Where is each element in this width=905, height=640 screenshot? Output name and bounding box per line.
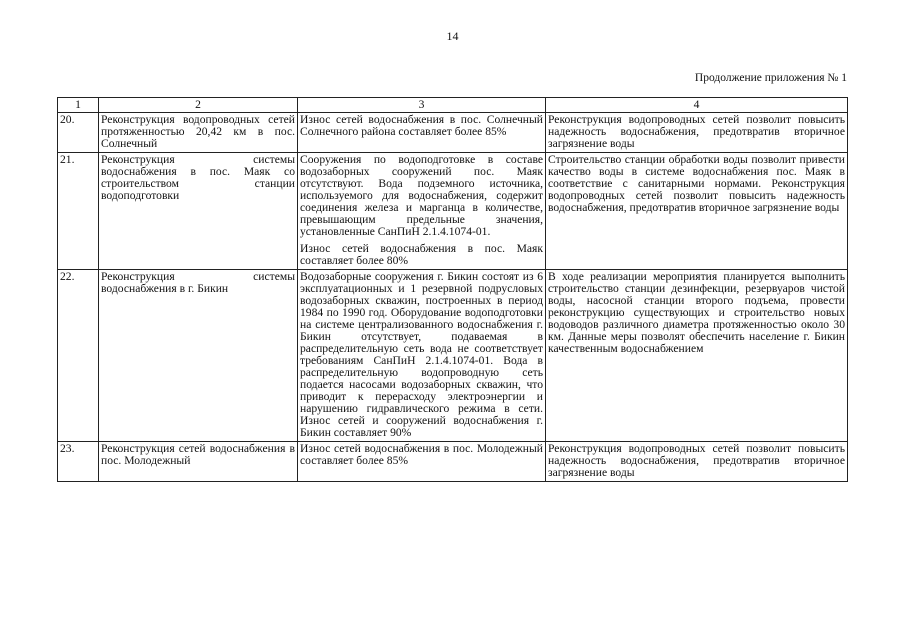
- annex-continuation-note: Продолжение приложения № 1: [694, 72, 847, 84]
- condition-paragraph: Износ сетей водоснабжения в пос. Солнечный Солнечного района составляет более 85%: [300, 113, 543, 138]
- condition-cell: [298, 270, 546, 442]
- measure-cell: Реконструкция системы водоснабжения в г. Бикин: [99, 270, 298, 442]
- condition-cell: [298, 153, 546, 270]
- condition-cell: [298, 442, 546, 482]
- measure-cell: Реконструкция водопроводных сетей протяженностью 20,42 км в пос. Солнечный: [99, 113, 298, 153]
- column-header-1: 1: [58, 98, 99, 113]
- measure-cell: Реконструкция системы водоснабжения в пос. Маяк со строительством станции водоподготовки: [99, 153, 298, 270]
- effect-cell: Реконструкция водопроводных сетей позволит повысить надежность водоснабжения, предотвратив вторичное загрязнение воды: [546, 113, 848, 153]
- condition-paragraph: Износ сетей водоснабжения в пос. Молодежный составляет более 85%: [300, 442, 543, 467]
- row-number: 22.: [58, 270, 99, 442]
- condition-cell: [298, 113, 546, 153]
- row-number: 21.: [58, 153, 99, 270]
- table-row: [58, 442, 848, 482]
- table-row: [58, 113, 848, 153]
- condition-paragraph: Водозаборные сооружения г. Бикин состоят из 6 эксплуатационных и 1 резервной подрусловых водозаборных скважин, построенных в период 1984 по 1990 год. Оборудование водоподготовки на системе централизованного водоснабжения г. Бикин отсутствует, подаваемая в распределительную сеть вода не соответствует требованиям СанПиН 2.1.4.1074-01. Вода в распределительную водопроводную сеть подается насосами водозаборных скважин, что приводит к перерасходу электроэнергии и нарушению гидравлического режима в сети. Износ сетей и сооружений водоснабжения г. Бикин составляет 90%: [300, 270, 543, 439]
- condition-paragraph: Сооружения по водоподготовке в составе водозаборных сооружений пос. Маяк отсутствуют. Вода подземного источника, используемого для водоснабжения, содержит соединения железа и марганца в количестве, превышающим предельные значения, установленные СанПиН 2.1.4.1074-01.: [300, 153, 543, 238]
- column-header-4: 4: [546, 98, 848, 113]
- column-header-2: 2: [99, 98, 298, 113]
- measure-cell: Реконструкция сетей водоснабжения в пос. Молодежный: [99, 442, 298, 482]
- condition-paragraph: Износ сетей водоснабжения в пос. Маяк составляет более 80%: [300, 242, 543, 267]
- page-number: 14: [446, 29, 459, 43]
- table-row: [58, 153, 848, 270]
- table-header-row: [58, 98, 848, 113]
- effect-cell: В ходе реализации мероприятия планируется выполнить строительство станции дезинфекции, резервуаров чистой воды, насосной станции второго подъема, провести реконструкцию существующих и строительство новых водоводов различного диаметра протяженностью около 30 км. Данные меры позволят обеспечить население г. Бикин качественным водоснабжением: [546, 270, 848, 442]
- row-number: 20.: [58, 113, 99, 153]
- effect-cell: Реконструкция водопроводных сетей позволит повысить надежность водоснабжения, предотвратив вторичное загрязнение воды: [546, 442, 848, 482]
- row-number: 23.: [58, 442, 99, 482]
- effect-cell: Строительство станции обработки воды позволит привести качество воды в системе водоснабжения пос. Маяк в соответствие с санитарными нормами. Реконструкция водопроводных сетей позволит повысить надежность водоснабжения, предотвратив вторичное загрязнение воды: [546, 153, 848, 270]
- column-header-3: 3: [298, 98, 546, 113]
- measures-table: [57, 97, 848, 482]
- table-row: [58, 270, 848, 442]
